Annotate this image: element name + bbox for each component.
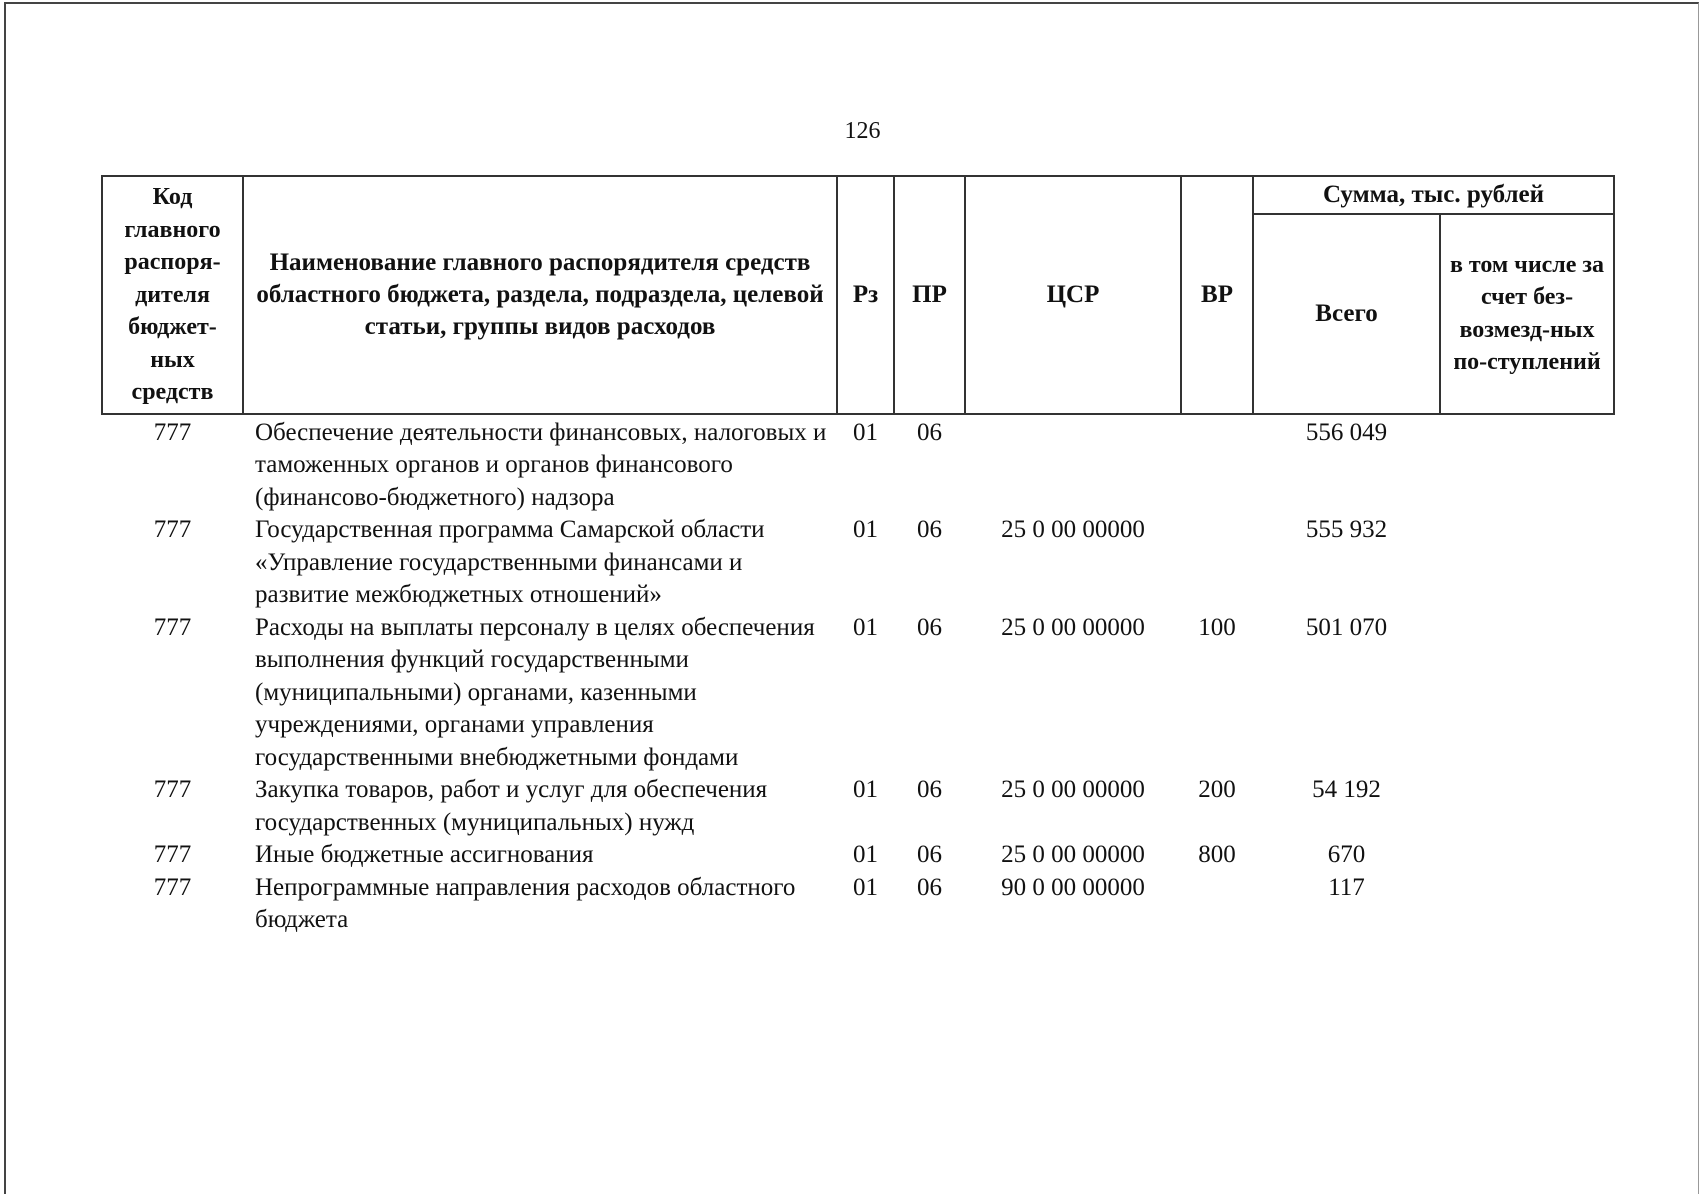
cell-vr: 200 [1198, 776, 1236, 803]
cell-pr: 06 [917, 841, 942, 868]
cell-name: Обеспечение деятельности финансовых, налоговых и таможенных органов и органов финансового (финансово-бюджетного) надзора [255, 418, 827, 511]
cell-csr: 25 0 00 00000 [1001, 516, 1145, 543]
page-number: 126 [844, 118, 881, 144]
cell-total: 117 [1328, 873, 1365, 901]
cell-vr: 100 [1198, 613, 1236, 641]
header-row-top [102, 176, 1614, 214]
cell-vr [1181, 514, 1253, 612]
header-csr: ЦСР [965, 176, 1181, 414]
cell-rz: 01 [853, 776, 878, 803]
header-rz: Рз [837, 176, 894, 414]
cell-pr: 06 [917, 418, 942, 446]
cell-code: 777 [153, 776, 192, 803]
cell-total: 670 [1327, 841, 1366, 868]
cell-rz: 01 [853, 841, 878, 868]
cell-code: 777 [153, 516, 192, 543]
cell-gratuitous [1440, 872, 1614, 937]
cell-csr [965, 414, 1181, 515]
cell-vr [1181, 414, 1253, 515]
cell-code: 777 [153, 873, 192, 901]
table-row [102, 872, 1614, 937]
cell-rz: 01 [853, 613, 878, 641]
cell-rz: 01 [853, 418, 878, 446]
budget-table [101, 175, 1615, 937]
table-row [102, 612, 1614, 775]
cell-csr: 25 0 00 00000 [1001, 776, 1145, 803]
header-vr: ВР [1181, 176, 1253, 414]
cell-pr: 06 [917, 613, 942, 641]
cell-total: 555 932 [1305, 516, 1388, 543]
header-name: Наименование главного распорядителя средств областного бюджета, раздела, подраздела, целевой статьи, группы видов расходов [243, 176, 837, 414]
header-sum: Сумма, тыс. рублей [1253, 176, 1614, 214]
table-row [102, 514, 1614, 612]
table-row [102, 774, 1614, 839]
cell-name: Государственная программа Самарской области «Управление государственными финансами и развитие межбюджетных отношений» [255, 516, 765, 608]
cell-total: 501 070 [1305, 613, 1388, 641]
cell-gratuitous [1440, 414, 1614, 515]
cell-total: 556 049 [1305, 418, 1388, 446]
cell-rz: 01 [853, 516, 878, 543]
header-total: Всего [1253, 214, 1440, 414]
cell-pr: 06 [917, 776, 942, 803]
header-gratuitous: в том числе за счет без-возмезд-ных по-ступлений [1440, 214, 1614, 414]
cell-vr: 800 [1198, 841, 1236, 868]
cell-gratuitous [1440, 839, 1614, 872]
cell-gratuitous [1440, 514, 1614, 612]
cell-rz: 01 [853, 873, 878, 901]
cell-code: 777 [153, 418, 192, 446]
cell-name: Непрограммные направления расходов областного бюджета [255, 873, 796, 933]
cell-name: Закупка товаров, работ и услуг для обеспечения государственных (муниципальных) нужд [255, 776, 768, 836]
cell-gratuitous [1440, 612, 1614, 775]
cell-vr [1181, 872, 1253, 937]
cell-gratuitous [1440, 774, 1614, 839]
cell-total: 54 192 [1312, 776, 1381, 803]
cell-csr: 90 0 00 00000 [1001, 873, 1145, 901]
cell-pr: 06 [917, 516, 942, 543]
cell-code: 777 [153, 841, 192, 868]
table-row [102, 839, 1614, 872]
cell-csr: 25 0 00 00000 [1001, 841, 1145, 868]
table-row [102, 414, 1614, 515]
cell-name: Иные бюджетные ассигнования [255, 841, 594, 868]
cell-name: Расходы на выплаты персоналу в целях обеспечения выполнения функций государственными (муниципальными) органами, казенными учреждениями, органами управления государственными внебюджетными фондами [255, 613, 815, 771]
header-code: Код главного распоря-дителя бюджет-ных средств [102, 176, 243, 414]
cell-pr: 06 [917, 873, 942, 901]
header-pr: ПР [894, 176, 965, 414]
cell-csr: 25 0 00 00000 [1001, 613, 1145, 641]
cell-code: 777 [153, 613, 192, 641]
